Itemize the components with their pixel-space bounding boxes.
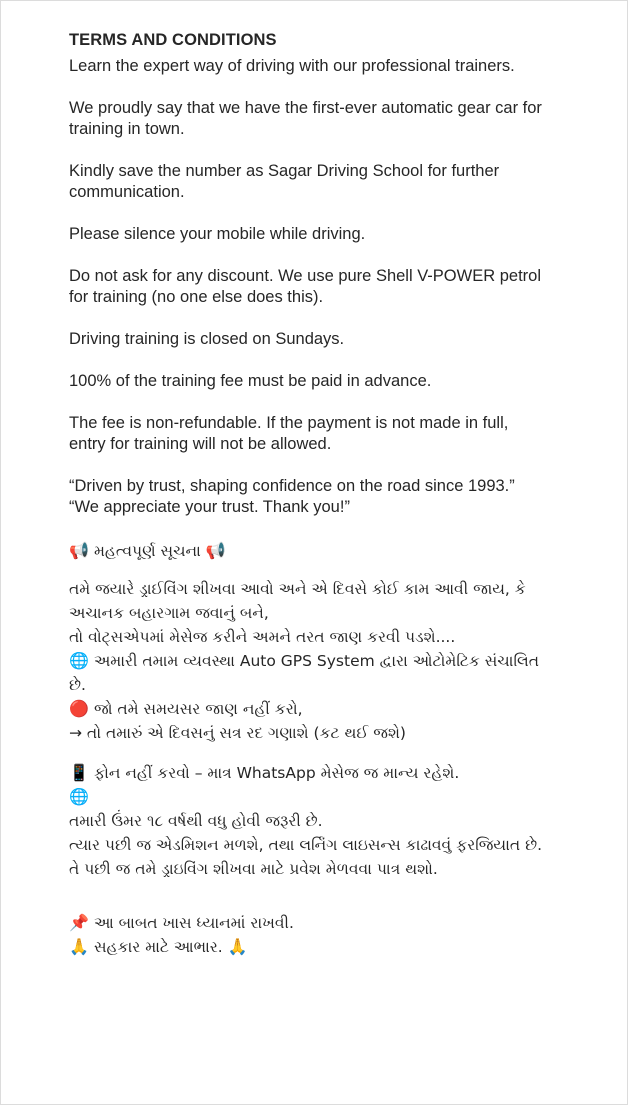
phone-icon: 📱 <box>69 763 89 782</box>
terms-heading: TERMS AND CONDITIONS <box>69 31 277 49</box>
megaphone-icon: 📢 <box>69 541 89 560</box>
notice-line-gps: 🌐 અમારી તમામ વ્યવસ્થા Auto GPS System દ્વારા ઓટોમેટિક સંચાલિત છે. <box>69 651 539 694</box>
gujarati-notice-block <box>69 577 549 745</box>
closing-line-thanks: 🙏 સહકાર માટે આભાર. 🙏 <box>69 935 549 959</box>
paragraph-non-refundable: The fee is non-refundable. If the payment is not made in full, entry for training will not be allowed. <box>69 414 509 453</box>
gujarati-rules-block <box>69 761 549 881</box>
notice-heading-line <box>69 539 549 563</box>
rule-line-globe <box>69 785 549 809</box>
pin-icon: 📌 <box>69 913 89 932</box>
closing-line-note: 📌 આ બાબત ખાસ ધ્યાનમાં રાખવી. <box>69 911 549 935</box>
globe-icon: 🌐 <box>69 787 89 806</box>
notice-line-session-cancel: → તો તમારું એ દિવસનું સત્ર રદ ગણાશે (કટ થઈ જશે) <box>69 724 406 742</box>
paragraph-silence-mobile: Please silence your mobile while driving. <box>69 225 366 243</box>
closing-block <box>69 911 549 959</box>
globe-icon: 🌐 <box>69 651 89 670</box>
rule-line-no-calls: 📱 ફોન નહીં કરવો – માત્ર WhatsApp મેસેજ જ માન્ય રહેશે. <box>69 761 549 785</box>
paragraph-save-number: Kindly save the number as Sagar Driving School for further communication. <box>69 162 500 201</box>
paragraph-trainers: Learn the expert way of driving with our professional trainers. <box>69 57 515 75</box>
paragraph-automatic-car: We proudly say that we have the first-ever automatic gear car for training in town. <box>69 99 542 138</box>
notice-line-whatsapp-inform: તો વોટ્સએપમાં મેસેજ કરીને અમને તરત જાણ કરવી પડશે.... <box>69 628 456 646</box>
notice-heading: મહત્વપૂર્ણ સૂચના <box>93 542 201 560</box>
pray-icon: 🙏 <box>69 937 89 956</box>
notice-line-absence: તમે જયારે ડ્રાઈવિંગ શીખવા આવો અને એ દિવસે કોઈ કામ આવી જાય, કે અચાનક બહારગામ જવાનું બને, <box>69 580 526 622</box>
notice-line-not-informed: 🔴 જો તમે સમયસર જાણ નહીં કરો, <box>69 697 549 721</box>
paragraph-no-discount: Do not ask for any discount. We use pure Shell V-POWER petrol for training (no one else does this). <box>69 267 541 306</box>
rule-line-eligible: તે પછી જ તમે ડ્રાઇવિંગ શીખવા માટે પ્રવેશ મેળવવા પાત્ર થશો. <box>69 860 438 878</box>
paragraph-sunday-closed: Driving training is closed on Sundays. <box>69 330 345 348</box>
message-card <box>69 31 549 959</box>
quote-thanks: “We appreciate your trust. Thank you!” <box>69 498 350 516</box>
pray-icon: 🙏 <box>227 937 248 956</box>
quote-trust: “Driven by trust, shaping confidence on the road since 1993.” <box>69 477 515 495</box>
red-circle-icon: 🔴 <box>69 699 89 718</box>
rule-line-age: તમારી ઉંમર ૧૮ વર્ષથી વધુ હોવી જરૂરી છે. <box>69 812 323 830</box>
megaphone-icon: 📢 <box>205 541 226 560</box>
paragraph-advance-fee: 100% of the training fee must be paid in advance. <box>69 372 432 390</box>
rule-line-admission: ત્યાર પછી જ એડમિશન મળશે, તથા લર્નિંગ લાઇસન્સ કાઢાવવું ફરજિયાત છે. <box>69 836 542 854</box>
